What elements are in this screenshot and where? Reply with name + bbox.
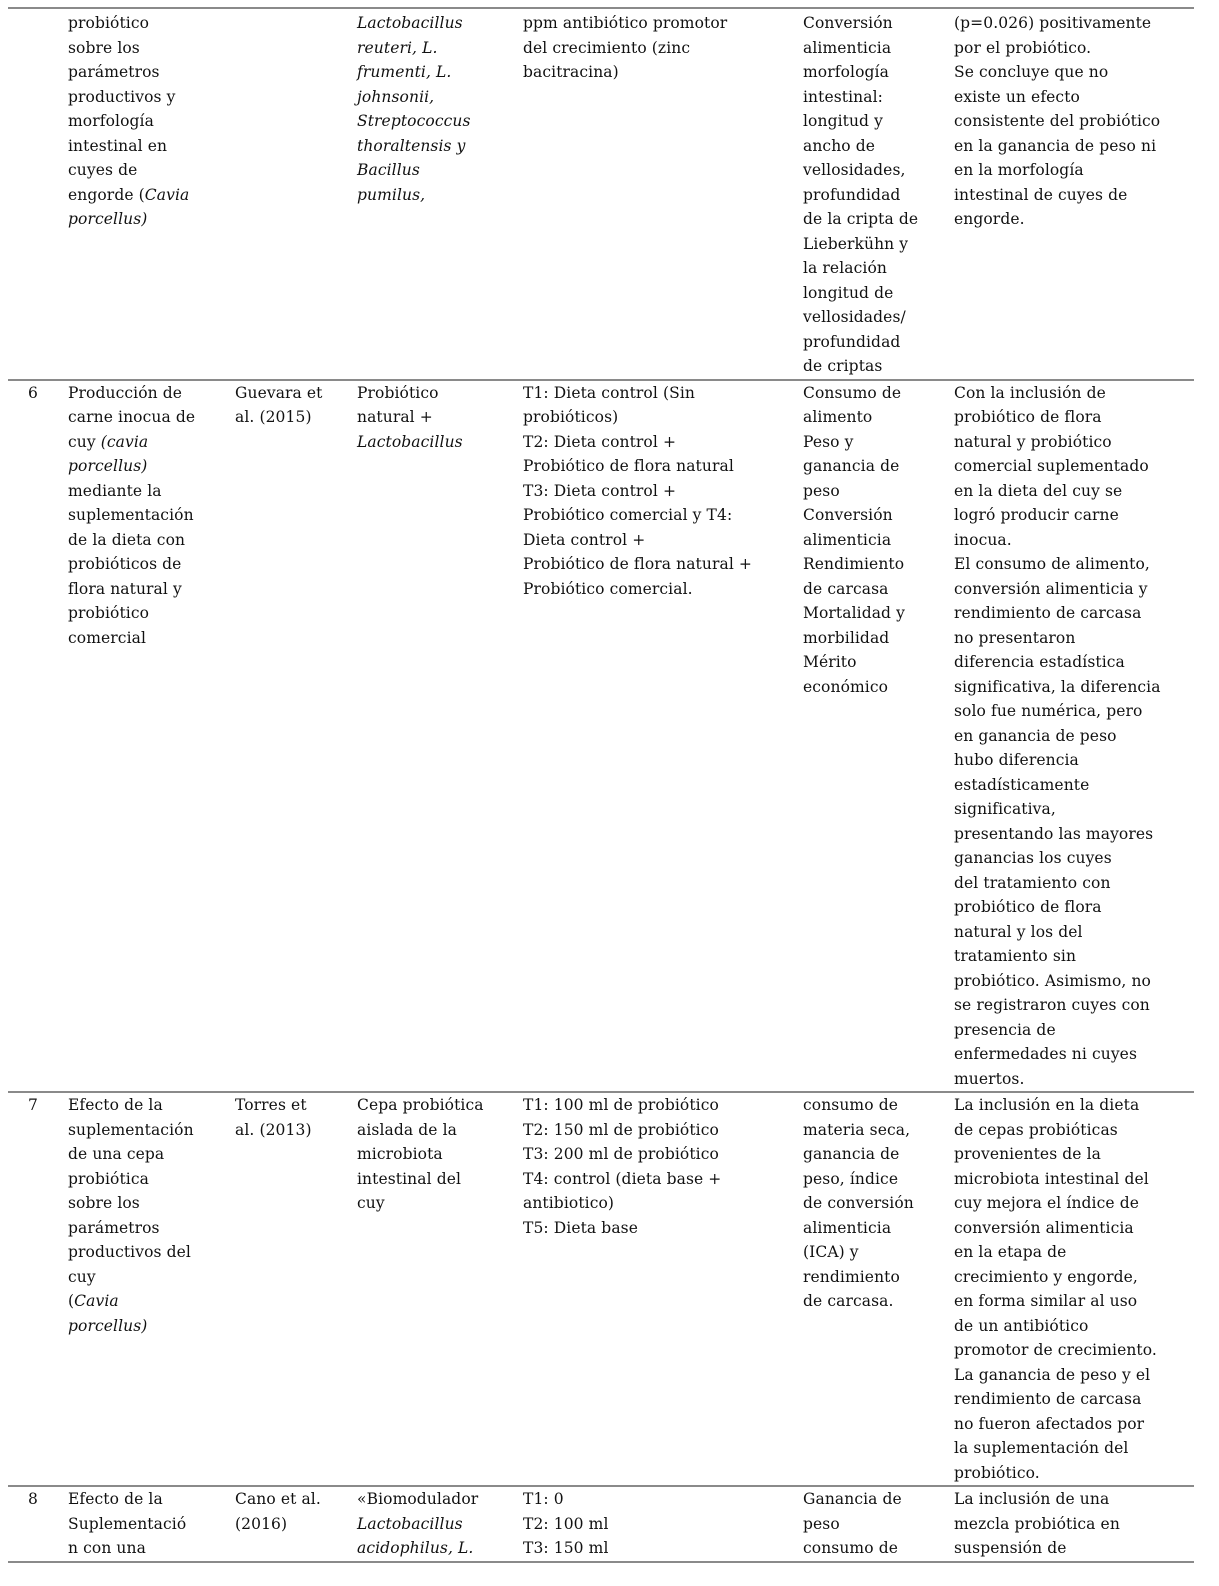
result-line: enfermedades ni cuyes (954, 1045, 1137, 1063)
title-line: cuyes de (68, 161, 138, 179)
result-line: en forma similar al uso (954, 1292, 1138, 1310)
variable-line: consumo de (803, 1539, 898, 1557)
variable-line: vellosidades, (803, 161, 906, 179)
title-line: probiótica (68, 1169, 149, 1188)
result-line: crecimiento y engorde, (954, 1267, 1138, 1286)
cell-number (8, 1486, 68, 1562)
result-line: (p=0.026) positivamente (954, 14, 1152, 32)
cell-results (954, 8, 1194, 380)
result-line: muertos. (954, 1069, 1025, 1088)
result-line: no fueron afectados por (954, 1414, 1145, 1433)
table-row (8, 1092, 1194, 1486)
cell-treatments (523, 380, 803, 1093)
title-line: Suplementació (68, 1514, 187, 1533)
title-italic-fragment: Cavia (144, 185, 190, 204)
result-line: de cepas probióticas (954, 1120, 1118, 1139)
result-line: significativa, (954, 800, 1056, 818)
variable-line: Conversión (803, 14, 893, 32)
cell-title (68, 380, 235, 1093)
title-line: de una cepa (68, 1145, 165, 1163)
title-italic-fragment: (cavia (100, 432, 149, 451)
variable-line: alimenticia (803, 1218, 892, 1237)
result-line: conversión alimenticia y (954, 579, 1148, 598)
author-line: (2016) (235, 1514, 288, 1533)
result-line: provenientes de la (954, 1145, 1101, 1163)
treatment-line: T3: 200 ml de probiótico (523, 1145, 719, 1163)
variable-line: (ICA) y (803, 1243, 859, 1261)
cell-probiotic (357, 1092, 523, 1486)
result-line: La inclusión de una (954, 1490, 1110, 1508)
result-line: estadísticamente (954, 775, 1090, 794)
result-line: no presentaron (954, 628, 1076, 647)
probiotic-line: reuteri, L. (357, 38, 438, 57)
author-line: Guevara et (235, 383, 323, 402)
variable-line: Ganancia de (803, 1490, 902, 1508)
document-page (8, 7, 1194, 1563)
result-line: mezcla probiótica en (954, 1514, 1120, 1533)
cell-number (8, 8, 68, 380)
result-line: hubo diferencia (954, 751, 1079, 769)
title-line: cuy (cavia (68, 432, 149, 451)
author-line: Cano et al. (235, 1490, 321, 1508)
result-line: logró producir carne (954, 506, 1119, 524)
result-line: La ganancia de peso y el (954, 1365, 1151, 1384)
variable-line: peso (803, 1514, 840, 1533)
result-line: en la etapa de (954, 1243, 1067, 1261)
title-line: engorde (Cavia (68, 185, 190, 204)
variable-line: morbilidad (803, 628, 890, 647)
result-line: microbiota intestinal del (954, 1169, 1149, 1188)
variable-line: morfología (803, 63, 889, 81)
cell-author (235, 1486, 357, 1562)
result-line: en la dieta del cuy se (954, 481, 1123, 500)
result-line: presencia de (954, 1020, 1056, 1039)
cell-results (954, 380, 1194, 1093)
cell-treatments (523, 8, 803, 380)
cell-author (235, 8, 357, 380)
treatment-line: Probiótico de flora natural (523, 457, 734, 475)
variable-line: de carcasa (803, 579, 889, 598)
variable-line: peso, índice (803, 1169, 899, 1188)
variable-line: Conversión (803, 506, 893, 524)
cell-probiotic (357, 1486, 523, 1562)
title-line: intestinal en (68, 136, 168, 155)
probiotic-line: cuy (357, 1194, 385, 1212)
title-line: mediante la (68, 481, 162, 500)
variable-line: Mortalidad y (803, 604, 905, 622)
result-line: solo fue numérica, pero (954, 702, 1143, 720)
variable-line: la relación (803, 259, 887, 277)
title-line: Efecto de la (68, 1490, 163, 1508)
result-line: inocua. (954, 530, 1012, 549)
treatment-line: probióticos) (523, 408, 619, 426)
cell-variables (803, 8, 954, 380)
author-line: al. (2013) (235, 1120, 312, 1139)
probiotic-line: natural + (357, 408, 433, 426)
treatment-line: T3: Dieta control + (523, 481, 677, 500)
title-line: comercial (68, 628, 147, 647)
result-line: probiótico. (954, 1463, 1040, 1482)
cell-title (68, 8, 235, 380)
probiotic-line: Lactobacillus (357, 432, 463, 451)
probiotic-line: Lactobacillus (357, 14, 463, 32)
row-number: 8 (28, 1490, 38, 1508)
probiotic-line: acidophilus, L. (357, 1539, 474, 1557)
result-line: conversión alimenticia (954, 1218, 1134, 1237)
table-row (8, 1486, 1194, 1562)
result-line: rendimiento de carcasa (954, 604, 1142, 622)
result-line: diferencia estadística (954, 653, 1125, 671)
variable-line: longitud y (803, 112, 883, 130)
result-line: probiótico de flora (954, 408, 1102, 426)
treatment-line: Probiótico de flora natural + (523, 555, 752, 573)
treatment-line: bacitracina) (523, 63, 619, 81)
table-body (8, 8, 1194, 1562)
title-line: carne inocua de (68, 408, 196, 426)
result-line: natural y probiótico (954, 432, 1112, 451)
treatment-line: Dieta control + (523, 530, 646, 549)
result-line: tratamiento sin (954, 947, 1077, 965)
row-number: 7 (28, 1096, 38, 1114)
result-line: en la ganancia de peso ni (954, 136, 1157, 155)
result-line: existe un efecto (954, 87, 1080, 106)
variable-line: vellosidades/ (803, 308, 906, 326)
result-line: probiótico de flora (954, 898, 1102, 916)
probiotic-studies-table (8, 7, 1194, 1563)
title-line: productivos y (68, 87, 176, 106)
cell-number (8, 380, 68, 1093)
cell-results (954, 1092, 1194, 1486)
result-line: La inclusión en la dieta (954, 1096, 1140, 1114)
title-line: sobre los (68, 1194, 140, 1212)
title-line: productivos del (68, 1243, 191, 1261)
result-line: la suplementación del (954, 1439, 1129, 1457)
treatment-line: T1: 100 ml de probiótico (523, 1096, 719, 1114)
variable-line: peso (803, 481, 840, 500)
title-line: flora natural y (68, 579, 182, 598)
cell-title (68, 1486, 235, 1562)
author-line: al. (2015) (235, 408, 312, 426)
treatment-line: T2: Dieta control + (523, 432, 677, 451)
result-line: comercial suplementado (954, 457, 1149, 475)
treatment-line: Probiótico comercial. (523, 579, 693, 598)
title-line: de la dieta con (68, 530, 186, 549)
probiotic-line: Bacillus (357, 161, 420, 179)
title-line: Producción de (68, 383, 183, 402)
result-line: El consumo de alimento, (954, 555, 1150, 573)
result-line: ganancias los cuyes (954, 849, 1112, 867)
variable-line: de carcasa. (803, 1292, 894, 1310)
result-line: Con la inclusión de (954, 383, 1106, 402)
result-line: por el probiótico. (954, 38, 1092, 57)
table-row (8, 8, 1194, 380)
title-line: cuy (68, 1267, 96, 1286)
variable-line: profundidad (803, 332, 901, 351)
result-line: probiótico. Asimismo, no (954, 971, 1151, 990)
treatment-line: T4: control (dieta base + (523, 1169, 722, 1188)
result-line: cuy mejora el índice de (954, 1194, 1139, 1212)
variable-line: materia seca, (803, 1120, 911, 1139)
variable-line: alimenticia (803, 38, 892, 57)
result-line: natural y los del (954, 922, 1083, 941)
treatment-line: T3: 150 ml (523, 1539, 609, 1557)
cell-probiotic (357, 8, 523, 380)
title-line: morfología (68, 112, 154, 130)
cell-results (954, 1486, 1194, 1562)
result-line: intestinal de cuyes de (954, 185, 1128, 204)
result-line: Se concluye que no (954, 63, 1109, 81)
probiotic-line: frumenti, L. (357, 63, 452, 81)
result-line: presentando las mayores (954, 824, 1154, 843)
variable-line: longitud de (803, 283, 894, 302)
variable-line: de conversión (803, 1194, 914, 1212)
title-line: Efecto de la (68, 1096, 163, 1114)
treatment-line: ppm antibiótico promotor (523, 14, 728, 32)
variable-line: económico (803, 677, 889, 696)
cell-probiotic (357, 380, 523, 1093)
probiotic-line: Lactobacillus (357, 1514, 463, 1533)
probiotic-line: Cepa probiótica (357, 1096, 484, 1114)
variable-line: ganancia de (803, 457, 900, 475)
variable-line: intestinal: (803, 87, 883, 106)
probiotic-line: pumilus, (357, 185, 426, 204)
variable-line: alimenticia (803, 530, 892, 549)
variable-line: Rendimiento (803, 555, 905, 573)
title-line: suplementación (68, 506, 194, 524)
treatment-line: T1: Dieta control (Sin (523, 383, 695, 402)
result-line: significativa, la diferencia (954, 677, 1161, 696)
probiotic-line: johnsonii, (357, 87, 435, 106)
cell-treatments (523, 1486, 803, 1562)
title-line: (Cavia (68, 1292, 119, 1310)
treatment-line: Probiótico comercial y T4: (523, 506, 733, 524)
title-line: suplementación (68, 1120, 194, 1139)
title-line: porcellus) (68, 210, 148, 228)
cell-treatments (523, 1092, 803, 1486)
probiotic-line: Probiótico (357, 383, 439, 402)
cell-title (68, 1092, 235, 1486)
cell-author (235, 1092, 357, 1486)
title-line: probióticos de (68, 555, 182, 573)
cell-variables (803, 1092, 954, 1486)
cell-author (235, 380, 357, 1093)
result-line: en la morfología (954, 161, 1084, 179)
probiotic-line: aislada de la (357, 1120, 457, 1139)
author-line: Torres et (235, 1096, 307, 1114)
probiotic-line: microbiota (357, 1145, 443, 1163)
cell-variables (803, 380, 954, 1093)
treatment-line: T1: 0 (523, 1490, 564, 1508)
variable-line: alimento (803, 408, 873, 426)
result-line: en ganancia de peso (954, 726, 1117, 745)
probiotic-line: thoraltensis y (357, 136, 466, 155)
result-line: suspensión de (954, 1539, 1067, 1557)
treatment-line: antibiotico) (523, 1194, 615, 1212)
title-italic-fragment: Cavia (74, 1292, 119, 1310)
cell-number (8, 1092, 68, 1486)
variable-line: Consumo de (803, 383, 902, 402)
result-line: engorde. (954, 210, 1025, 228)
result-line: se registraron cuyes con (954, 996, 1150, 1014)
result-line: rendimiento de carcasa (954, 1390, 1142, 1408)
probiotic-line: intestinal del (357, 1169, 462, 1188)
treatment-line: T2: 150 ml de probiótico (523, 1120, 719, 1139)
result-line: promotor de crecimiento. (954, 1341, 1157, 1359)
result-line: del tratamiento con (954, 873, 1111, 892)
probiotic-line: «Biomodulador (357, 1490, 479, 1508)
variable-line: consumo de (803, 1096, 898, 1114)
variable-line: Mérito (803, 653, 857, 671)
title-line: probiótico (68, 604, 150, 622)
variable-line: rendimiento (803, 1267, 900, 1286)
row-number: 6 (28, 383, 38, 402)
title-line: porcellus) (68, 457, 148, 475)
variable-line: ganancia de (803, 1145, 900, 1163)
variable-line: Peso y (803, 432, 854, 451)
cell-variables (803, 1486, 954, 1562)
title-line: n con una (68, 1539, 146, 1557)
result-line: de un antibiótico (954, 1316, 1089, 1335)
variable-line: profundidad (803, 185, 901, 204)
title-line: sobre los (68, 38, 140, 57)
title-line: parámetros (68, 1218, 160, 1237)
result-line: consistente del probiótico (954, 112, 1161, 130)
title-line: parámetros (68, 63, 160, 81)
variable-line: ancho de (803, 136, 876, 155)
treatment-line: T2: 100 ml (523, 1514, 609, 1533)
treatment-line: del crecimiento (zinc (523, 38, 691, 57)
variable-line: de la cripta de (803, 210, 919, 228)
variable-line: Lieberkühn y (803, 234, 909, 253)
title-line: probiótico (68, 14, 150, 32)
probiotic-line: Streptococcus (357, 112, 471, 130)
treatment-line: T5: Dieta base (523, 1218, 638, 1237)
title-line: porcellus) (68, 1316, 148, 1335)
table-row (8, 380, 1194, 1093)
variable-line: de criptas (803, 357, 883, 375)
